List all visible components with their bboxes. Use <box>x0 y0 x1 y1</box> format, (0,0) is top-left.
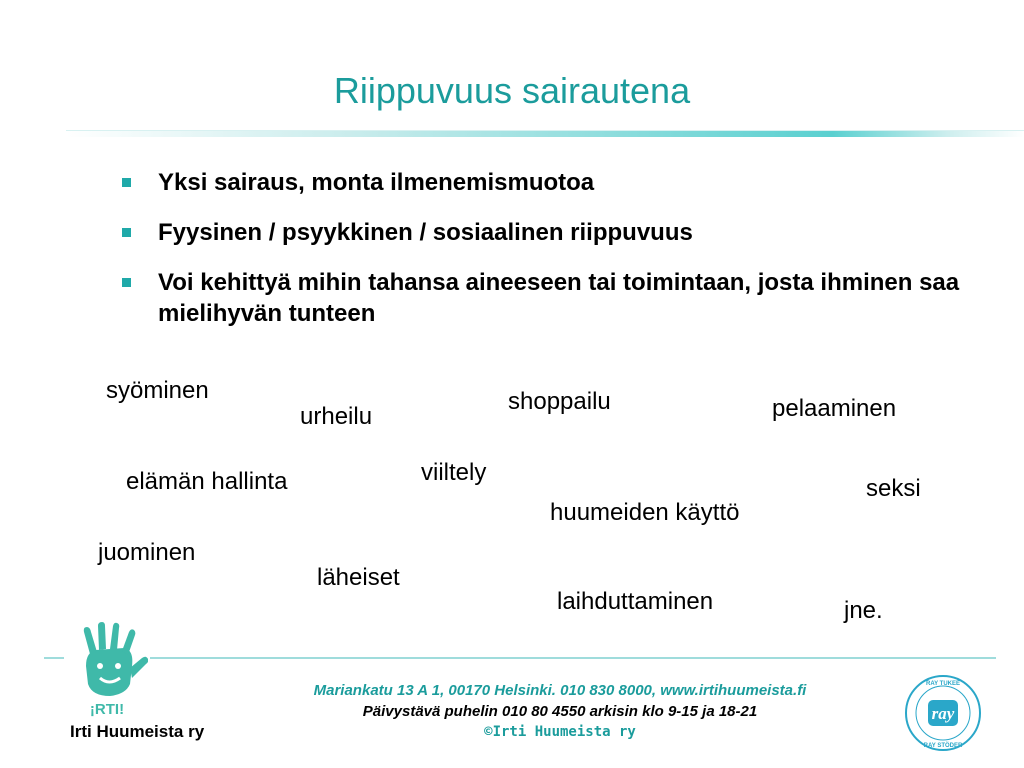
bullet-square-icon <box>122 278 131 287</box>
word-juominen: juominen <box>98 539 196 566</box>
word-urheilu: urheilu <box>300 403 373 430</box>
svg-text:¡RTI!: ¡RTI! <box>89 701 125 718</box>
footer-copyright: ©Irti Huumeista ry <box>484 724 636 740</box>
footer-contact <box>230 680 890 743</box>
word-laihduttaminen: laihduttaminen <box>557 588 714 615</box>
hand-palm <box>86 648 132 696</box>
word-viiltely: viiltely <box>421 459 487 486</box>
bullet-square-icon <box>122 178 131 187</box>
word-syominen: syöminen <box>106 377 209 404</box>
word-huumeiden-kaytto: huumeiden käyttö <box>550 499 740 526</box>
ray-support-badge <box>904 674 982 752</box>
irti-hand-logo <box>66 622 148 718</box>
bullet-item <box>116 267 996 329</box>
organization-name: Irti Huumeista ry <box>70 722 205 741</box>
bullet-list <box>116 167 996 348</box>
bullet-square-icon <box>122 228 131 237</box>
title-divider <box>66 130 1024 137</box>
bullet-item <box>116 217 996 248</box>
word-pelaaminen: pelaaminen <box>772 395 897 422</box>
footer-address: Mariankatu 13 A 1, 00170 Helsinki. 010 830 8000, www.irtihuumeista.fi <box>313 682 807 699</box>
svg-text:RAY TUKEE: RAY TUKEE <box>925 681 961 687</box>
word-elaman-hallinta: elämän hallinta <box>126 468 288 495</box>
svg-text:ray: ray <box>931 704 955 723</box>
word-shoppailu: shoppailu <box>508 388 611 415</box>
hand-finger <box>98 622 106 650</box>
bullet-item <box>116 167 996 198</box>
footer-divider-left <box>44 657 64 659</box>
hand-thumb <box>130 657 148 678</box>
footer-divider <box>150 657 996 659</box>
bullet-text: Fyysinen / psyykkinen / sosiaalinen riippuvuus <box>158 219 693 246</box>
word-laheiset: läheiset <box>317 564 400 591</box>
hand-finger <box>84 627 97 654</box>
bullet-text: Yksi sairaus, monta ilmenemismuotoa <box>158 169 595 196</box>
slide-title: Riippuvuus sairautena <box>333 70 691 111</box>
word-seksi: seksi <box>866 475 921 502</box>
hand-finger <box>110 623 119 650</box>
word-jne: jne. <box>844 597 883 624</box>
bullet-text: Voi kehittyä mihin tahansa aineeseen tai toimintaan, josta ihminen saa mielihyvän tunteen <box>158 269 960 327</box>
svg-text:RAY STÖDER: RAY STÖDER <box>923 743 963 749</box>
hand-finger <box>122 629 135 655</box>
footer-duty-phone: Päivystävä puhelin 010 80 4550 arkisin klo 9-15 ja 18-21 <box>362 703 758 720</box>
